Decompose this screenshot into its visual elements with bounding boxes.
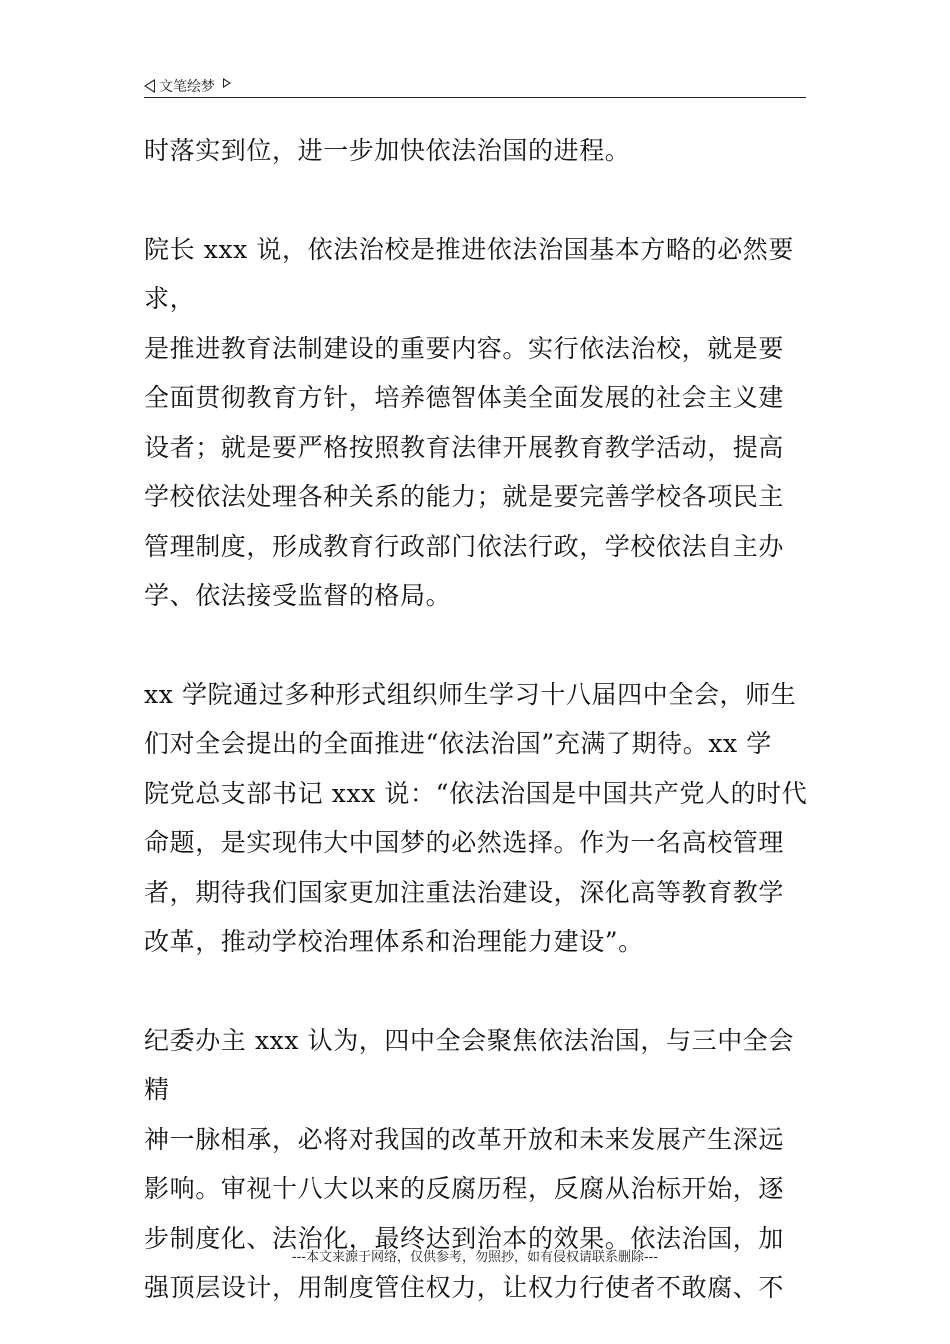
paragraph-1: 时落实到位，进一步加快依法治国的进程。: [144, 136, 631, 165]
triangle-right-icon: [223, 78, 231, 88]
header-title: 文笔绘梦: [159, 79, 215, 95]
paragraph-2: 院长 xxx 说，依法治校是推进依法治国基本方略的必然要求， 是推进教育法制建设的重要内容。实行依法治校，就是要 全面贯彻教育方针，培养德智体美全面发展的社会主义建 设者；就是要严格按照教育法律开展教育教学活动，提高 学校依法处理各种关系的能力；就是要完善学校各项民主 管理制度，形成教育行政部门依法行政，学校依法自主办 学、依法接受监督的格局。: [144, 234, 794, 610]
page-footer: ---本文来源于网络，仅供参考，勿照抄，如有侵权请联系删除---: [291, 1250, 659, 1265]
paragraph-4: 纪委办主 xxx 认为，四中全会聚焦依法治国，与三中全会精 神一脉相承，必将对我国的改革开放和未来发展产生深远 影响。审视十八大以来的反腐历程，反腐从治标开始，逐 步制度化、法治化，最终达到治本的效果。依法治国，加 强顶层设计，用制度管住权力，让权力行使者不敢腐、不: [144, 1025, 794, 1302]
triangle-left-icon: [144, 79, 155, 93]
page-header: [144, 72, 806, 98]
paragraph-3: xx 学院通过多种形式组织师生学习十八届四中全会，师生 们对全会提出的全面推进“依法治国”充满了期待。xx 学 院党总支部书记 xxx 说：“依法治国是中国共产党人的时代 命题，是实现伟大中国梦的必然选择。作为一名高校管理 者，期待我们国家更加注重法治建设，深化高等教育教学 改革，推动学校治理体系和治理能力建设”。: [144, 679, 808, 956]
document-body: [144, 126, 810, 1313]
header-brand: [144, 76, 231, 96]
